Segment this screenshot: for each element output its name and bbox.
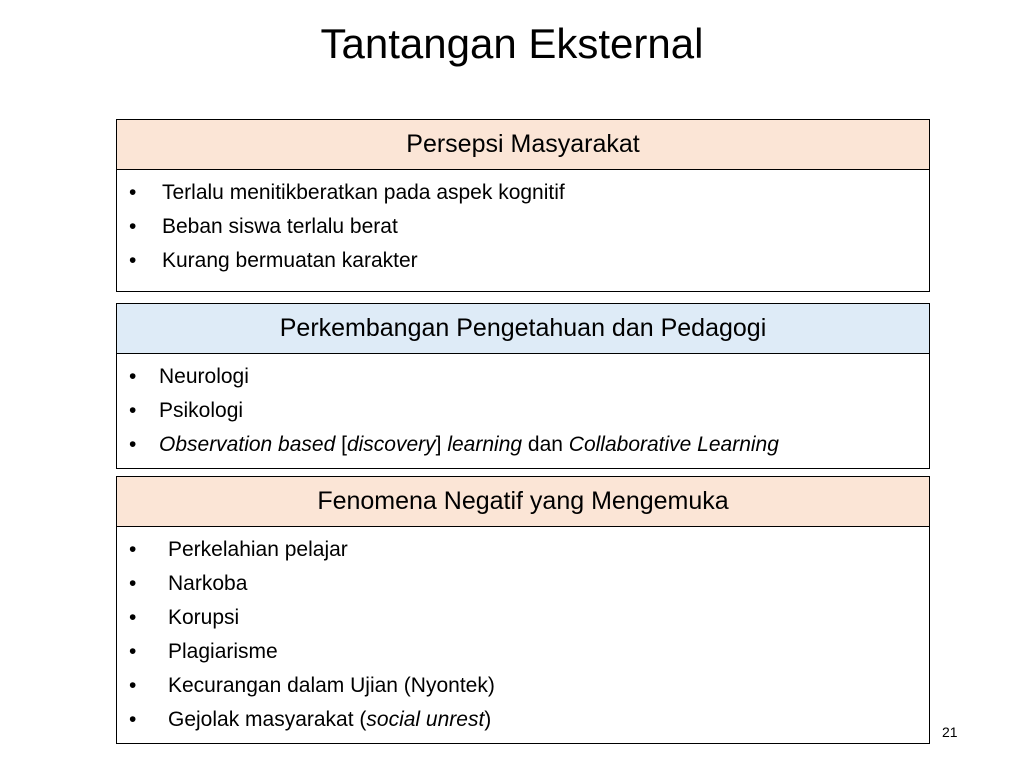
list-item-text: Gejolak masyarakat ( [168, 708, 367, 731]
list-item [127, 635, 919, 669]
box-header: Persepsi Masyarakat [117, 120, 929, 170]
box-body [117, 527, 929, 737]
list-item-text: Kecurangan dalam Ujian (Nyontek) [168, 674, 495, 697]
box-body [117, 354, 929, 462]
list-item [127, 428, 919, 462]
bullet-icon: • [129, 572, 137, 595]
list-item [127, 533, 919, 567]
box-header: Fenomena Negatif yang Mengemuka [117, 477, 929, 527]
list-item-text-italic: discovery [346, 433, 436, 456]
list-item-text: Plagiarisme [168, 640, 278, 663]
list-item-text: ) [484, 708, 492, 731]
list-item-text: ] [435, 433, 448, 456]
list-item-text: Neurologi [159, 365, 249, 388]
list-item [127, 567, 919, 601]
bullet-icon: • [129, 215, 137, 238]
bullet-icon: • [129, 399, 137, 422]
box-perkembangan-pengetahuan [116, 303, 930, 469]
bullet-icon: • [129, 674, 137, 697]
box-body [117, 170, 929, 278]
bullet-icon: • [129, 640, 137, 663]
list-item-text: dan [522, 433, 569, 456]
box-fenomena-negatif [116, 476, 930, 744]
list-item-text: [ [335, 433, 347, 456]
box-header: Perkembangan Pengetahuan dan Pedagogi [117, 304, 929, 354]
page-number: 21 [942, 724, 958, 740]
list-item-text: Kurang bermuatan karakter [162, 249, 418, 272]
bullet-icon: • [129, 433, 137, 456]
list-item-text: Psikologi [159, 399, 244, 422]
list-item-text-italic: social unrest [366, 708, 485, 731]
bullet-icon: • [129, 538, 137, 561]
list-item [127, 210, 919, 244]
bullet-icon: • [129, 708, 137, 731]
list-item-text: Terlalu menitikberatkan pada aspek kognitif [162, 181, 565, 204]
list-item [127, 669, 919, 703]
list-item-text-italic: learning [447, 433, 523, 456]
slide-title: Tantangan Eksternal [320, 20, 704, 67]
list-item-text: Narkoba [168, 572, 248, 595]
list-item-text: Perkelahian pelajar [168, 538, 348, 561]
list-item-text-italic: Collaborative Learning [568, 433, 779, 456]
list-item [127, 601, 919, 635]
bullet-icon: • [129, 249, 137, 272]
list-item [127, 703, 919, 737]
list-item-text: Korupsi [168, 606, 240, 629]
list-item [127, 176, 919, 210]
list-item [127, 394, 919, 428]
box-persepsi-masyarakat [116, 119, 930, 292]
bullet-icon: • [129, 181, 137, 204]
bullet-icon: • [129, 606, 137, 629]
list-item [127, 360, 919, 394]
list-item-text: Beban siswa terlalu berat [162, 215, 398, 238]
list-item [127, 244, 919, 278]
bullet-icon: • [129, 365, 137, 388]
list-item-text-italic: Observation based [159, 433, 336, 456]
